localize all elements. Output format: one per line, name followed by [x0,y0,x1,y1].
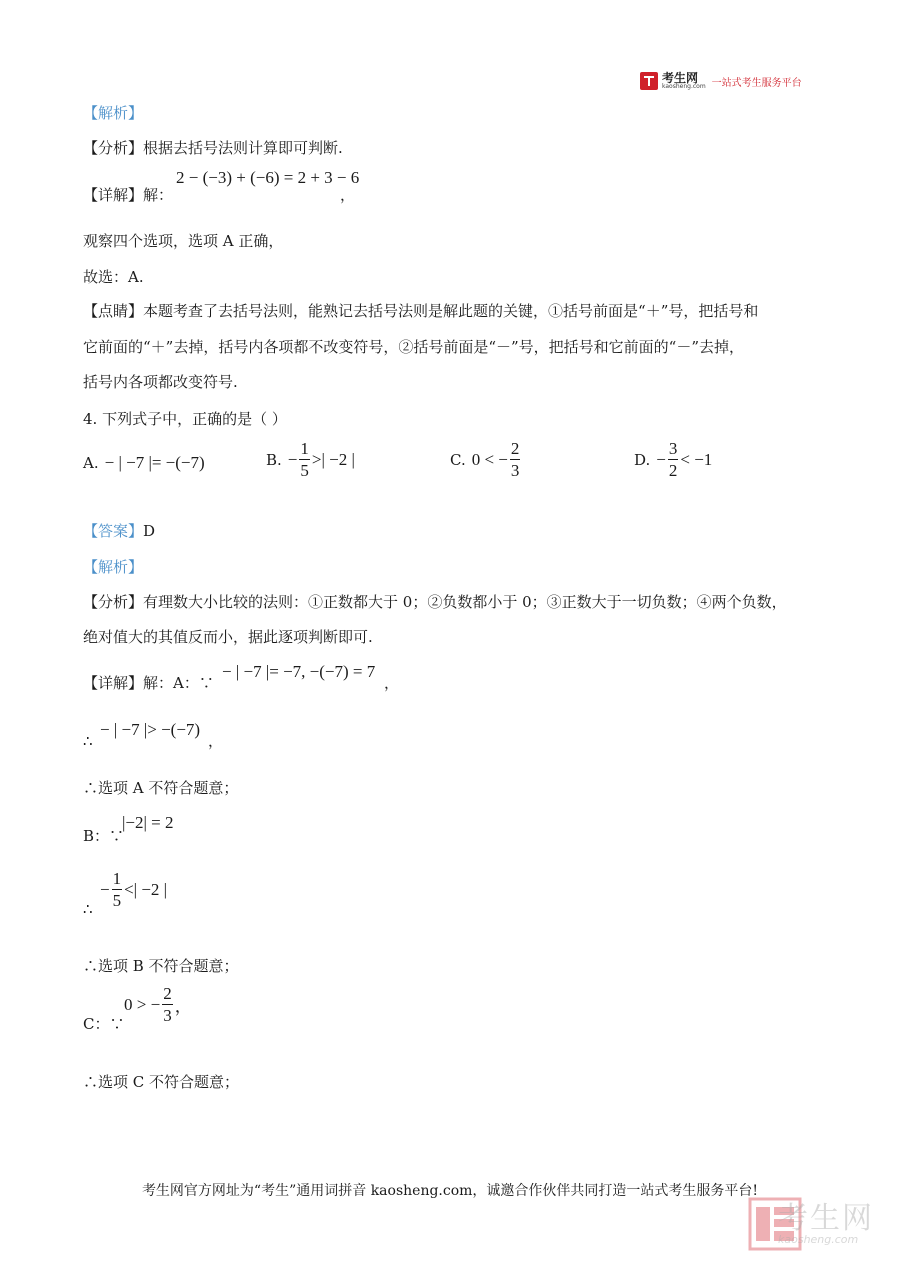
q4-option-a-label: A. [83,454,99,472]
q4-not-a: ∴选项 A 不符合题意； [83,779,239,797]
logo-sub: kaosheng.com [662,83,706,90]
q4-answer-value: D [143,522,156,540]
frac-den: 3 [163,1006,172,1025]
q4-therefore-b-symbol: ∴ [83,900,93,918]
q4-xiangjie-tag: 【详解】 [83,674,144,692]
q3-fenxi-tag: 【分析】 [83,139,144,157]
q3-xiangjie-formula: 2 − (−3) + (−6) = 2 + 3 − 6 [176,168,360,187]
q4-option-c-fraction [510,440,521,479]
q3-observe: 观察四个选项，选项 A 正确， [83,232,284,250]
q3-jiexi-tag: 【解析】 [83,104,144,122]
q4-b-prefix: B：∵ [83,827,125,845]
watermark-text: 考生网 [778,1201,874,1236]
q4-therefore-a-formula: − | −7 |> −(−7) [100,720,201,739]
q3-xiangjie [83,184,173,206]
q3-dianjing-line2: 它前面的“＋”去掉，括号内各项都不改变符号，②括号前面是“－”号，把括号和它前面的“－”去掉， [83,338,745,356]
watermark-sub: kaosheng.com [778,1233,859,1246]
q4-option-c [450,440,522,479]
header-slogan: 一站式考生服务平台 [711,77,802,89]
q4-tb-minus: − [100,879,110,899]
q3-xiangjie-tag: 【详解】 [83,186,144,204]
q3-xiangjie-suffix: ， [340,186,356,204]
frac-num: 1 [300,439,309,458]
frac-num: 3 [668,439,678,458]
q4-not-c: ∴选项 C 不符合题意； [83,1073,240,1091]
q4-c-fraction [162,985,173,1024]
q4-c-expr [124,985,192,1024]
q4-xiangjie-a [83,672,214,694]
q4-answer-tag: 【答案】 [83,522,144,540]
q4-c-suffix: ， [174,997,192,1016]
q4-fenxi-text1: 有理数大小比较的法则：①正数都大于 0；②负数都小于 0；③正数大于一切负数；④两个负数， [143,593,787,611]
q3-dianjing-line3: 括号内各项都改变符号. [83,373,238,391]
q4-therefore-b-expr [100,870,167,909]
q4-option-b [266,440,355,479]
q4-option-d [634,440,712,479]
q4-c-lead: 0 > − [124,994,161,1014]
q4-option-a-expr: − | −7 |= −(−7) [104,453,205,472]
q4-option-b-minus: − [287,449,298,469]
q4-option-d-label: D. [634,450,651,469]
q4-not-b: ∴选项 B 不符合题意； [83,957,239,975]
q4-option-b-fraction [299,440,310,479]
q4-fenxi-tag: 【分析】 [83,593,144,611]
q4-option-a [83,452,205,474]
q4-c-prefix: C：∵ [83,1015,125,1033]
frac-num: 2 [163,984,172,1003]
q4-tb-fraction [112,870,123,909]
q4-jiexi-tag: 【解析】 [83,558,144,576]
header-logo [640,72,802,90]
q4-b-formula: |−2| = 2 [122,813,174,832]
q4-option-d-fraction [668,440,679,479]
q4-therefore-a-symbol: ∴ [83,732,93,750]
q3-fenxi-text: 根据去括号法则计算即可判断. [143,139,343,157]
q4-option-d-rest: < −1 [680,449,713,469]
q3-fenxi [83,137,343,159]
frac-num: 1 [112,869,122,888]
q4-option-b-rest: >| −2 | [311,449,355,469]
q4-fenxi-line2: 绝对值大的其值反而小，据此逐项判断即可. [83,628,373,646]
q4-option-b-label: B. [266,450,282,469]
frac-den: 5 [112,891,122,910]
q4-fenxi-line1 [83,591,787,613]
q4-option-c-label: C. [450,450,466,469]
q4-xiangjie-a-formula: − | −7 |= −7, −(−7) = 7 [222,662,376,681]
frac-num: 2 [510,439,520,458]
q3-dianjing-text1: 本题考查了去括号法则，能熟记去括号法则是解此题的关键，①括号前面是“＋”号，把括号和 [143,302,759,320]
footer-text: 考生网官方网址为“考生”通用词拼音 kaosheng.com，诚邀合作伙伴共同打造一站式考生服务平台! [141,1183,759,1199]
q3-choose: 故选：A. [83,268,144,286]
kaosheng-logo-icon [640,72,658,90]
frac-den: 3 [510,461,520,480]
q4-tb-rest: <| −2 | [124,879,168,899]
q3-dianjing-tag: 【点睛】 [83,302,144,320]
q4-answer [83,520,155,542]
watermark [778,1201,874,1246]
q4-therefore-a-suffix: ， [208,732,224,750]
q4-option-d-minus: − [656,449,666,469]
q3-dianjing-line1 [83,300,758,322]
frac-den: 5 [300,461,309,480]
q4-option-c-lead: 0 < − [471,449,508,469]
logo-text: 考生网 [662,71,699,85]
q3-xiangjie-prefix: 解： [143,186,174,204]
q4-xiangjie-a-prefix: 解：A：∵ [143,674,214,692]
frac-den: 2 [668,461,678,480]
q4-xiangjie-a-suffix: ， [384,674,400,692]
q4-stem: 4. 下列式子中，正确的是（ ） [83,410,287,428]
